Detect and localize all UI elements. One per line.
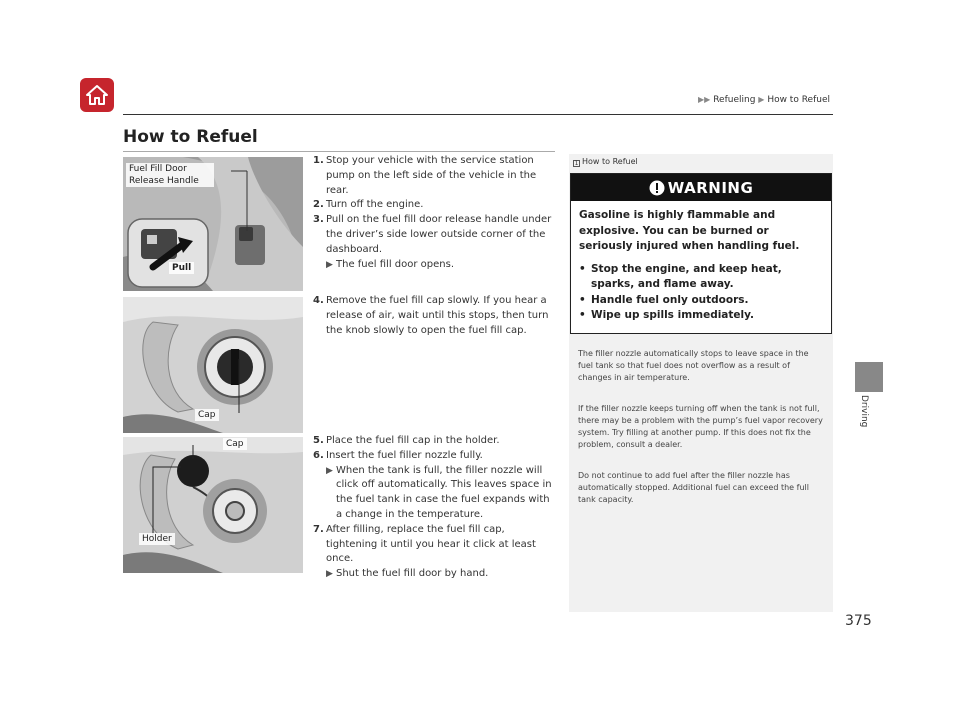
step-4 [313, 294, 555, 338]
warning-list [579, 262, 825, 324]
step-number: 5. [313, 435, 324, 446]
step-7 [313, 523, 555, 567]
step-text: Turn off the engine. [326, 199, 424, 211]
substep-text: When the tank is full, the filler nozzle will click off automatically. This leaves space in the fuel tank in case the fuel expands with a change in the temperature. [336, 464, 552, 520]
fig3-holder-label: Holder [139, 533, 175, 545]
steps-group-2 [313, 294, 555, 338]
breadcrumb [698, 95, 830, 105]
warning-text: Gasoline is highly flammable and explosive. You can be burned or seriously injured when handling fuel. [579, 209, 800, 252]
result-arrow-icon: ▶ [326, 465, 333, 476]
steps-group-1 [313, 154, 555, 272]
fig1-label [126, 163, 214, 187]
warning-icon [649, 180, 665, 196]
warning-title: WARNING [667, 178, 754, 197]
home-button[interactable] [80, 78, 114, 112]
page-title: How to Refuel [123, 127, 258, 147]
home-icon [85, 84, 109, 106]
step-1 [313, 154, 555, 198]
fig2-cap-label: Cap [195, 409, 219, 421]
warning-box [570, 173, 832, 334]
section-tab-label [855, 395, 869, 435]
step-text: Insert the fuel filler nozzle fully. [326, 449, 483, 461]
substep-text: Shut the fuel fill door by hand. [336, 568, 489, 580]
result-arrow-icon: ▶ [326, 569, 333, 580]
fig3-cap-label: Cap [223, 438, 247, 450]
fig1-label-text: Fuel Fill Door Release Handle [129, 164, 199, 186]
step-6 [313, 449, 555, 464]
substep-text: The fuel fill door opens. [336, 258, 454, 270]
step-6-result [313, 464, 555, 523]
fuel-cap-photo [123, 297, 303, 433]
step-number: 2. [313, 199, 324, 211]
warning-title-bar [571, 174, 831, 201]
step-number: 7. [313, 523, 324, 535]
breadcrumb-arrow-icon: ▶▶ [698, 95, 711, 104]
step-text: Place the fuel fill cap in the holder. [326, 435, 500, 446]
result-arrow-icon: ▶ [326, 259, 333, 270]
page-number: 375 [845, 613, 872, 629]
step-number: 4. [313, 295, 324, 306]
step-number: 6. [313, 449, 324, 461]
note-heading [573, 157, 638, 167]
cap-holder-photo [123, 437, 303, 573]
step-text: Pull on the fuel fill door release handle under the driver’s side lower outside corner of the dashboard. [326, 214, 552, 255]
breadcrumb-item[interactable]: Refueling [713, 95, 756, 105]
warning-bullet: • Wipe up spills immediately. [579, 308, 825, 324]
step-text: Stop your vehicle with the service station pump on the left side of the vehicle in the rear. [326, 155, 537, 196]
step-number: 3. [313, 214, 324, 226]
note-heading-text: How to Refuel [582, 157, 638, 166]
section-tab-marker[interactable] [855, 362, 883, 392]
step-text: Remove the fuel fill cap slowly. If you hear a release of air, wait until this stops, then turn the knob slowly to open the fuel fill cap. [326, 295, 549, 336]
steps-group-3 [313, 434, 555, 582]
step-number: 1. [313, 155, 324, 166]
step-text: After filling, replace the fuel fill cap, tightening it until you hear it click at least once. [326, 523, 536, 565]
title-divider [123, 151, 555, 152]
step-7-result [313, 567, 555, 582]
warning-bullet: • Stop the engine, and keep heat, sparks, and flame away. [579, 262, 825, 293]
note-marker-icon: 1 [574, 160, 579, 167]
step-2 [313, 198, 555, 213]
note-paragraph: If the filler nozzle keeps turning off when the tank is not full, there may be a problem with the pump’s fuel vapor recovery system. Try filling at another pump. If this does not fix the problem, consult a dealer. [578, 404, 823, 449]
header-divider [123, 114, 833, 115]
section-tab-text: Driving [859, 395, 869, 428]
step-3 [313, 213, 555, 257]
release-handle-photo [123, 157, 303, 291]
breadcrumb-item[interactable]: How to Refuel [767, 95, 831, 105]
note-paragraph: Do not continue to add fuel after the filler nozzle has automatically stopped. Additional fuel can exceed the full tank capacity. [578, 471, 809, 504]
step-3-result [313, 258, 555, 273]
note-paragraph: The filler nozzle automatically stops to leave space in the fuel tank so that fuel does not overflow as a result of changes in air temperature. [578, 349, 809, 382]
warning-bullet: • Handle fuel only outdoors. [579, 293, 825, 309]
fig1-pull-label: Pull [169, 262, 194, 274]
step-5 [313, 434, 555, 449]
warning-body [571, 201, 831, 324]
breadcrumb-arrow-icon: ▶ [758, 95, 765, 104]
